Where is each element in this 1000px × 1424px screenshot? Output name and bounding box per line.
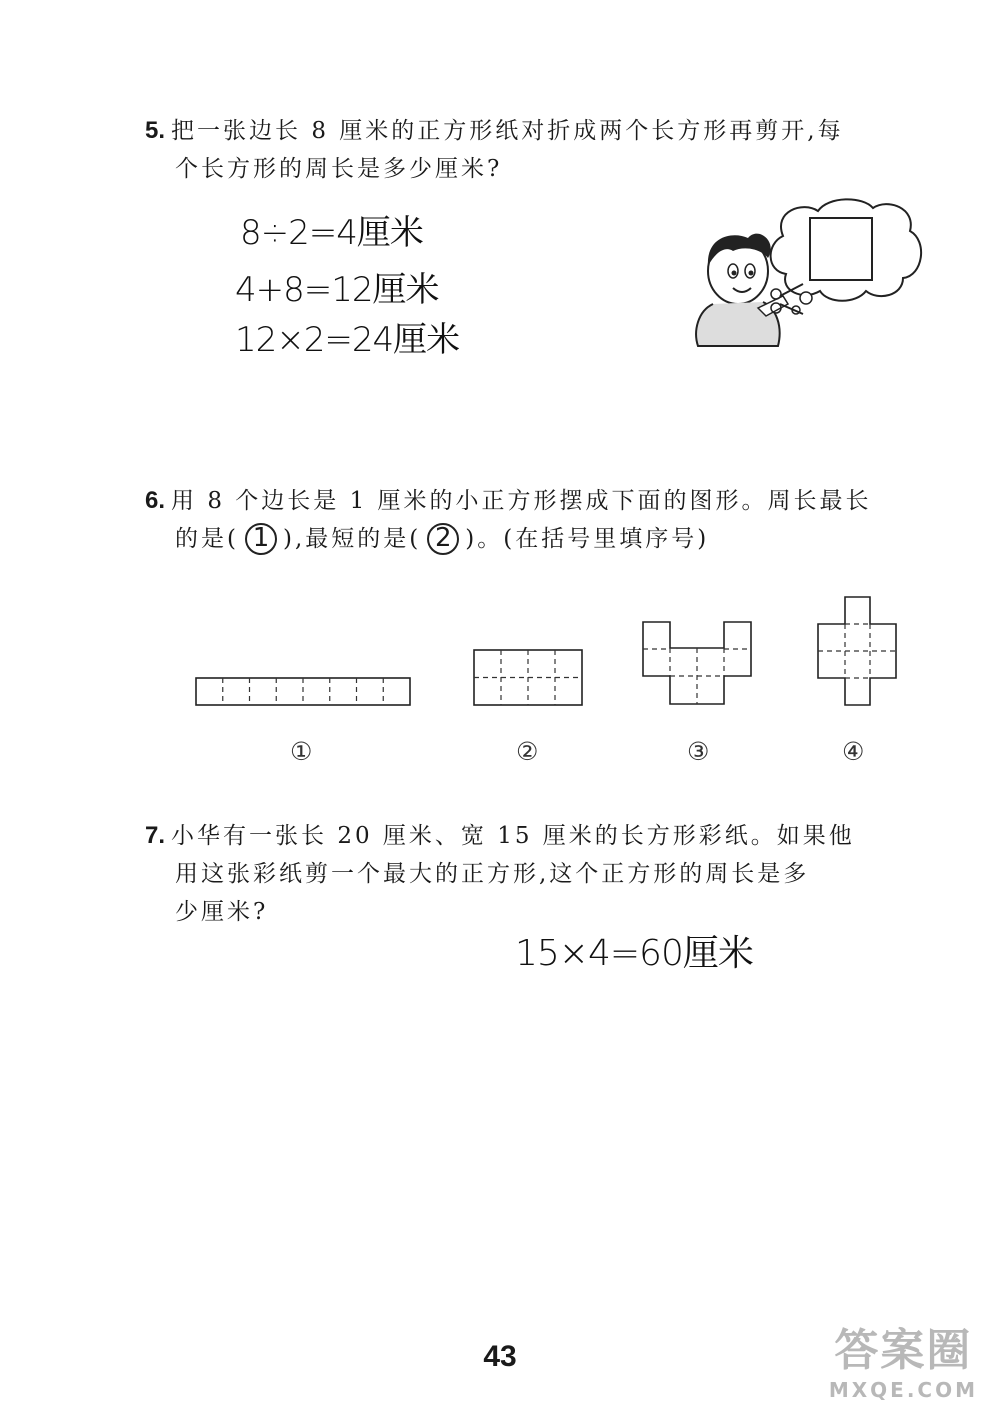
- handwritten-answer-5-line1: 8÷2=4厘米: [240, 213, 423, 253]
- figure-label-3: ③: [687, 737, 710, 766]
- watermark-url: MXQE.COM: [828, 1378, 978, 1402]
- page-number: 43: [483, 1340, 517, 1373]
- question-6: [145, 482, 935, 558]
- question-7: [145, 817, 935, 931]
- question-7-line1: [145, 817, 935, 855]
- question-5: [145, 112, 935, 188]
- figure-label-2: ②: [516, 737, 539, 766]
- question-5-line2: 个长方形的周长是多少厘米?: [175, 156, 503, 182]
- figure-label-4: ④: [842, 737, 865, 766]
- figure-1-strip: [196, 678, 410, 705]
- question-7-line3: 少厘米?: [175, 899, 269, 925]
- handwritten-answer-5-line2: 4+8=12厘米: [235, 270, 439, 310]
- handwritten-answer-5-line3: 12×2=24厘米: [235, 320, 460, 360]
- square-figures: [190, 592, 910, 722]
- question-7-line2: 用这张彩纸剪一个最大的正方形,这个正方形的周长是多: [175, 861, 810, 887]
- figure-2-rectangle: [474, 650, 582, 705]
- handwritten-answer-longest: 1: [245, 523, 277, 555]
- watermark-logo: [829, 1314, 978, 1402]
- question-number: 5.: [145, 117, 166, 144]
- handwritten-answer-7: 15×4=60厘米: [515, 933, 753, 974]
- watermark-text: 答案圈: [834, 1325, 973, 1376]
- question-text: 用 8 个边长是 1 厘米的小正方形摆成下面的图形。周长最长: [171, 488, 872, 514]
- figure-4-cross-shape: [818, 597, 896, 705]
- question-5-line1: [145, 112, 935, 150]
- handwritten-answer-shortest: 2: [427, 523, 459, 555]
- question-number: 6.: [145, 487, 166, 514]
- square-paper-icon: [810, 218, 872, 280]
- question-text: 把一张边长 8 厘米的正方形纸对折成两个长方形再剪开,每: [171, 118, 844, 144]
- question-number: 7.: [145, 822, 166, 849]
- text-segment: ),最短的是(: [282, 526, 422, 552]
- text-segment: )。(在括号里填序号): [465, 526, 710, 552]
- text-segment: 的是(: [175, 526, 239, 552]
- figure-3-u-shape: [643, 622, 751, 704]
- question-6-line2: [145, 520, 935, 558]
- question-6-line1: [145, 482, 935, 520]
- boy-with-scissors-illustration: [688, 196, 928, 356]
- question-text: 小华有一张长 20 厘米、宽 15 厘米的长方形彩纸。如果他: [171, 823, 855, 849]
- figure-label-1: ①: [290, 737, 313, 766]
